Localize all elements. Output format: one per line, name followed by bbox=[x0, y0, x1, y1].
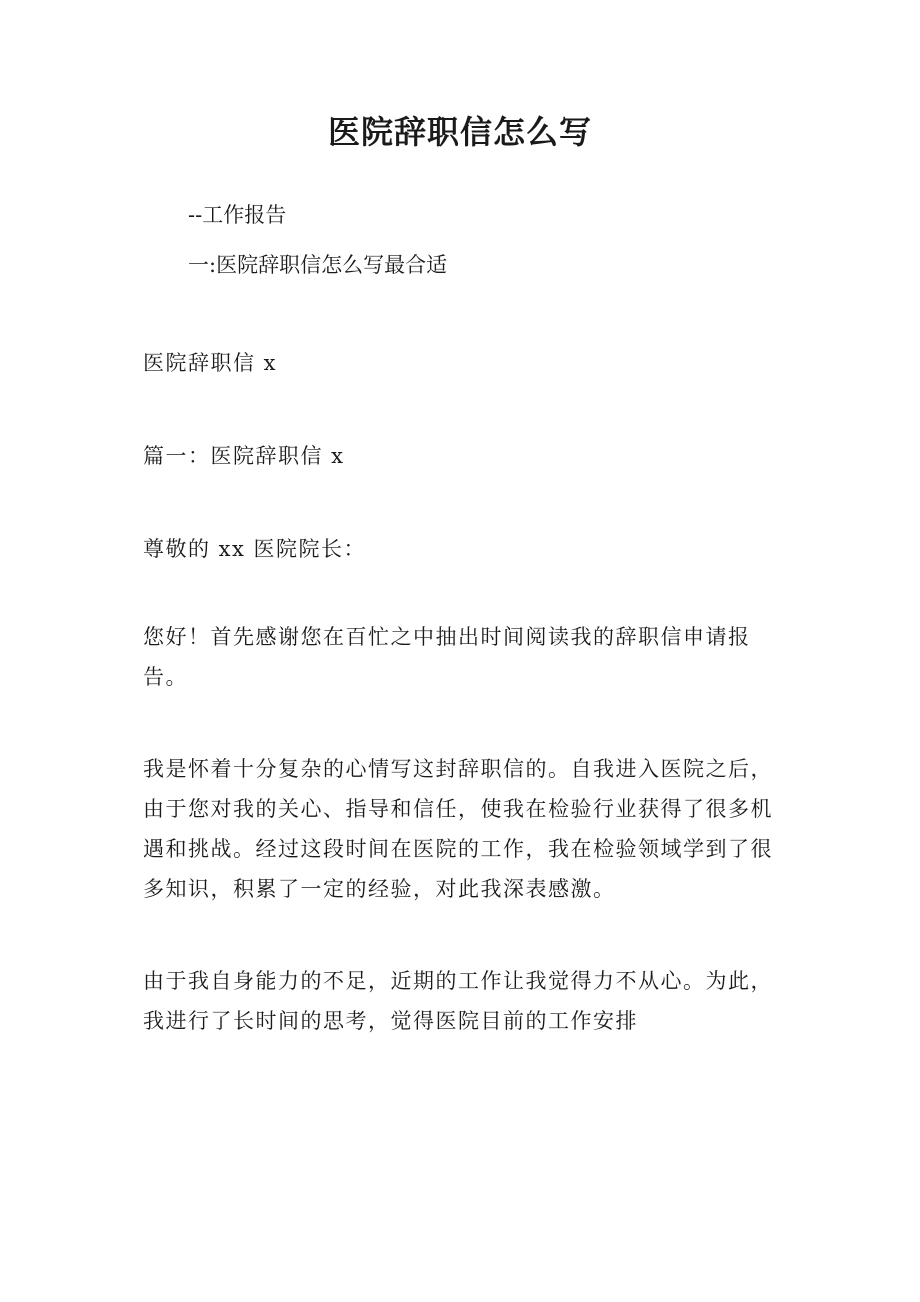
document-body bbox=[143, 343, 777, 1041]
source-line: --工作报告 bbox=[188, 203, 287, 227]
document-title: 医院辞职信怎么写 bbox=[327, 113, 592, 151]
letter-heading: 医院辞职信 x bbox=[143, 351, 278, 375]
section-heading: 篇一：医院辞职信 x bbox=[143, 444, 345, 468]
paragraph-greeting: 您好！首先感谢您在百忙之中抽出时间阅读我的辞职信申请报告。 bbox=[143, 625, 751, 689]
salutation: 尊敬的 xx 医院院长： bbox=[143, 537, 367, 561]
subtitle: 一:医院辞职信怎么写最合适 bbox=[188, 253, 448, 277]
paragraph-reason: 由于我自身能力的不足，近期的工作让我觉得力不从心。为此，我进行了长时间的思考，觉得医院目前的工作安排 bbox=[143, 969, 773, 1033]
paragraph-gratitude: 我是怀着十分复杂的心情写这封辞职信的。自我进入医院之后，由于您对我的关心、指导和信任，使我在检验行业获得了很多机遇和挑战。经过这段时间在医院的工作，我在检验领域学到了很多知识，积累了一定的经验，对此我深表感激。 bbox=[143, 757, 773, 901]
